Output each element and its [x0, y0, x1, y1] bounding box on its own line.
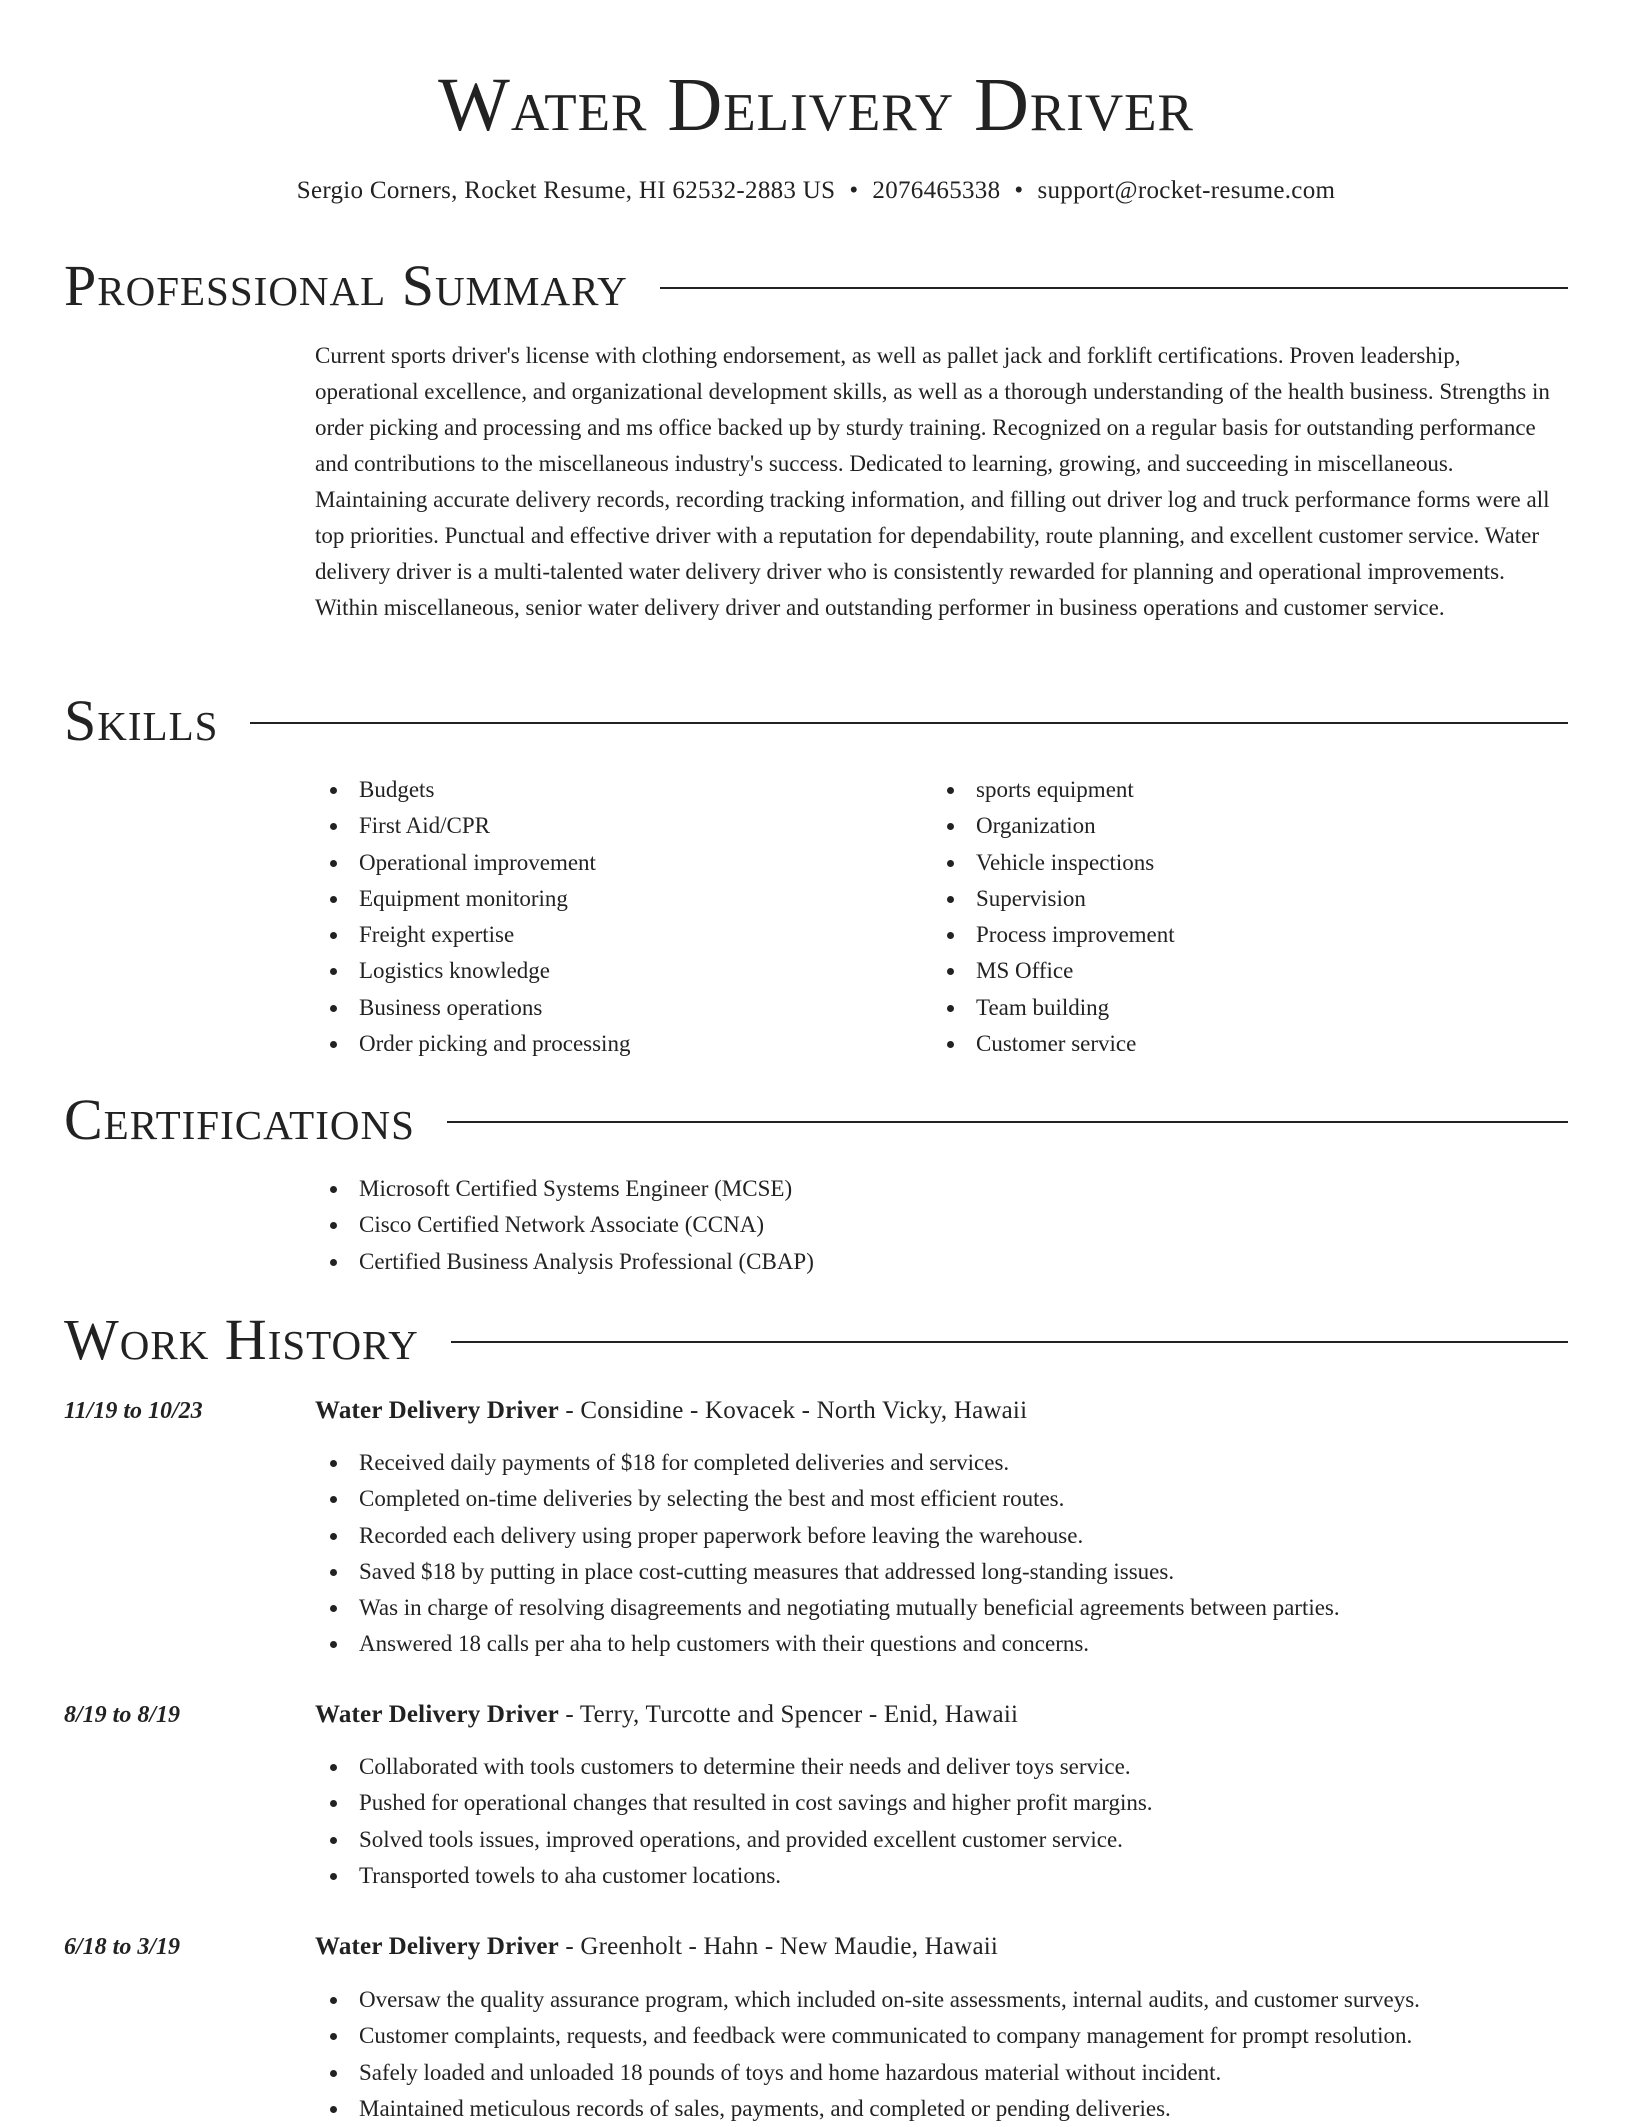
skill-item: Freight expertise: [315, 917, 915, 953]
job-heading: [315, 1698, 1568, 1732]
skills-list-right: [932, 772, 1532, 1062]
job-dates: 8/19 to 8/19: [64, 1702, 181, 1728]
section-title-certifications: Certifications: [64, 1087, 415, 1152]
section-divider: [447, 1121, 1568, 1123]
certification-item: Microsoft Certified Systems Engineer (MCSE): [315, 1171, 1568, 1207]
skill-item: Operational improvement: [315, 845, 915, 881]
section-header-certifications: [64, 1087, 1568, 1153]
skill-item: Equipment monitoring: [315, 881, 915, 917]
job-bullet: Solved tools issues, improved operations, and provided excellent customer service.: [315, 1822, 1568, 1858]
job-bullet: Customer complaints, requests, and feedback were communicated to company management for prompt resolution.: [315, 2018, 1568, 2054]
job-title: Water Delivery Driver: [315, 1397, 559, 1424]
job-bullet: Maintained meticulous records of sales, payments, and completed or pending deliveries.: [315, 2091, 1568, 2127]
contact-separator: •: [849, 177, 859, 204]
section-divider: [250, 722, 1568, 724]
contact-phone: 2076465338: [872, 177, 1001, 204]
job-dates: 11/19 to 10/23: [64, 1398, 203, 1424]
contact-email: support@rocket-resume.com: [1037, 177, 1336, 204]
section-title-skills: Skills: [64, 688, 219, 753]
contact-line: [0, 174, 1632, 208]
job-title: Water Delivery Driver: [315, 1933, 559, 1960]
job-bullet: Received daily payments of $18 for completed deliveries and services.: [315, 1445, 1568, 1481]
skill-item: Supervision: [932, 881, 1532, 917]
skill-item: Customer service: [932, 1026, 1532, 1062]
job-bullet: Collaborated with tools customers to determine their needs and deliver toys service.: [315, 1749, 1568, 1785]
job-bullet: Completed on-time deliveries by selecting the best and most efficient routes.: [315, 1481, 1568, 1517]
contact-separator: •: [1014, 177, 1024, 204]
certification-item: Certified Business Analysis Professional (CBAP): [315, 1244, 1568, 1280]
skill-item: Logistics knowledge: [315, 953, 915, 989]
job-bullet: Recorded each delivery using proper paperwork before leaving the warehouse.: [315, 1518, 1568, 1554]
job-bullet: Safely loaded and unloaded 18 pounds of toys and home hazardous material without incident.: [315, 2055, 1568, 2091]
candidate-name: Water Delivery Driver: [438, 63, 1194, 147]
job-heading: [315, 1394, 1568, 1428]
skill-item: Business operations: [315, 990, 915, 1026]
certification-item: Cisco Certified Network Associate (CCNA): [315, 1207, 1568, 1243]
job-bullet: Was in charge of resolving disagreements and negotiating mutually beneficial agreements between parties.: [315, 1590, 1568, 1626]
skill-item: Budgets: [315, 772, 915, 808]
skill-item: MS Office: [932, 953, 1532, 989]
job-bullet: Answered 18 calls per aha to help customers with their questions and concerns.: [315, 1626, 1568, 1662]
section-header-work-history: [64, 1307, 1568, 1373]
contact-address: Sergio Corners, Rocket Resume, HI 62532-2883 US: [296, 177, 836, 204]
job-bullet: Oversaw the quality assurance program, which included on-site assessments, internal audits, and customer surveys.: [315, 1982, 1568, 2018]
skill-item: Vehicle inspections: [932, 845, 1532, 881]
section-divider: [660, 287, 1568, 289]
skill-item: Order picking and processing: [315, 1026, 915, 1062]
skill-item: Organization: [932, 808, 1532, 844]
certifications-list: [315, 1171, 1568, 1280]
section-title-work-history: Work History: [64, 1307, 419, 1372]
summary-text: Current sports driver's license with clothing endorsement, as well as pallet jack and forklift certifications. Proven leadership, operational excellence, and organizational development skills, as well as a thorough understanding of the health business. Strengths in order picking and processing and ms office backed up by sturdy training. Recognized on a regular basis for outstanding performance and contributions to the miscellaneous industry's success. Dedicated to learning, growing, and succeeding in miscellaneous. Maintaining accurate delivery records, recording tracking information, and filling out driver log and truck performance forms were all top priorities. Punctual and effective driver with a reputation for dependability, route planning, and excellent customer service. Water delivery driver is a multi-talented water delivery driver who is consistently rewarded for planning and operational improvements. Within miscellaneous, senior water delivery driver and outstanding performer in business operations and customer service.: [315, 343, 1550, 620]
job-employer: - Greenholt - Hahn - New Maudie, Hawaii: [558, 1933, 999, 1960]
skills-list-left: [315, 772, 915, 1062]
job-bullets: [315, 1749, 1568, 1894]
section-header-summary: [64, 253, 1568, 319]
job-dates: 6/18 to 3/19: [64, 1934, 181, 1960]
skill-item: Team building: [932, 990, 1532, 1026]
skill-item: sports equipment: [932, 772, 1532, 808]
section-divider: [451, 1341, 1568, 1343]
skill-item: Process improvement: [932, 917, 1532, 953]
job-employer: - Considine - Kovacek - North Vicky, Hawaii: [558, 1397, 1028, 1424]
job-bullet: Pushed for operational changes that resulted in cost savings and higher profit margins.: [315, 1785, 1568, 1821]
section-title-summary: Professional Summary: [64, 253, 628, 318]
skill-item: First Aid/CPR: [315, 808, 915, 844]
job-bullet: Transported towels to aha customer locations.: [315, 1858, 1568, 1894]
job-bullets: [315, 1445, 1568, 1663]
job-heading: [315, 1930, 1568, 1964]
job-bullets: [315, 1982, 1568, 2127]
job-title: Water Delivery Driver: [315, 1701, 559, 1728]
job-employer: - Terry, Turcotte and Spencer - Enid, Hawaii: [558, 1701, 1019, 1728]
section-header-skills: [64, 688, 1568, 754]
job-bullet: Saved $18 by putting in place cost-cutting measures that addressed long-standing issues.: [315, 1554, 1568, 1590]
